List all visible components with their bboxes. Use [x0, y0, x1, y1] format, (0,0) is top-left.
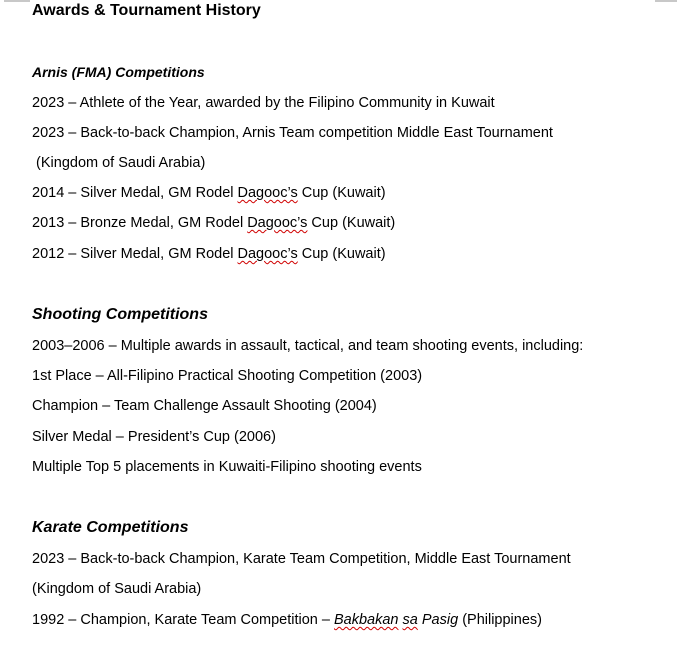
spelling-flag[interactable]: Dagooc’s [237, 246, 298, 262]
list-item: 2003–2006 – Multiple awards in assault, tactical, and team shooting events, including: [32, 338, 584, 354]
page-corner-right [655, 0, 677, 2]
list-item: Silver Medal – President’s Cup (2006) [32, 429, 276, 445]
list-item: (Kingdom of Saudi Arabia) [32, 155, 206, 171]
list-item: 2013 – Bronze Medal, GM Rodel Dagooc’s Cup (Kuwait) [32, 215, 396, 231]
page-title: Awards & Tournament History [32, 2, 261, 19]
spelling-flag[interactable]: Dagooc’s [237, 185, 298, 201]
list-item: (Kingdom of Saudi Arabia) [32, 581, 202, 597]
page-corner-left [4, 0, 30, 2]
spelling-flag[interactable]: Dagooc’s [247, 215, 308, 231]
spelling-flag[interactable]: Bakbakan [334, 612, 399, 628]
list-item: 2012 – Silver Medal, GM Rodel Dagooc’s Cup (Kuwait) [32, 246, 386, 262]
list-item: 2023 – Athlete of the Year, awarded by the Filipino Community in Kuwait [32, 95, 495, 111]
list-item: 2023 – Back-to-back Champion, Karate Team Competition, Middle East Tournament [32, 551, 571, 567]
section-heading-shooting: Shooting Competitions [32, 306, 208, 323]
list-item: 1st Place – All-Filipino Practical Shooting Competition (2003) [32, 368, 423, 384]
section-heading-karate: Karate Competitions [32, 519, 189, 536]
list-item: 1992 – Champion, Karate Team Competition – Bakbakan sa Pasig (Philippines) [32, 612, 542, 628]
list-item: Multiple Top 5 placements in Kuwaiti-Filipino shooting events [32, 459, 422, 475]
spelling-flag[interactable]: sa [402, 612, 418, 628]
section-heading-arnis: Arnis (FMA) Competitions [32, 64, 205, 80]
list-item: Champion – Team Challenge Assault Shooting (2004) [32, 398, 377, 414]
list-item: 2014 – Silver Medal, GM Rodel Dagooc’s Cup (Kuwait) [32, 185, 386, 201]
list-item: 2023 – Back-to-back Champion, Arnis Team competition Middle East Tournament [32, 125, 553, 141]
